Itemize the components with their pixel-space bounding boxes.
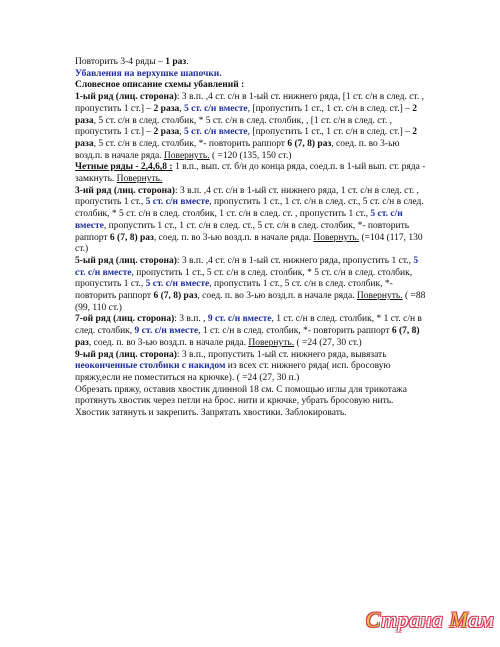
row-1-paragraph xyxy=(75,92,427,162)
row-1-count: 2 раза xyxy=(153,127,180,138)
row-3-text: : 3 в.п. ,4 ст. с/н в 1-ый ст. нижнего ряда, 1 ст. с/н в след. ст. , пропустить 1 ст., xyxy=(75,185,419,208)
row-7-text: , соед. п. во 3-ью возд.п. в начале ряда. xyxy=(88,337,249,348)
row-7-paragraph xyxy=(75,314,427,349)
row-3-title: 3-ий ряд (лиц. сторона) xyxy=(75,185,175,196)
row-1-turn: Повернуть. xyxy=(163,150,210,161)
row-1-text: , xyxy=(179,103,185,114)
watermark-text: трана xyxy=(381,607,450,632)
repeat-line xyxy=(75,57,427,69)
row-5-highlight: 5 ст. с/н вместе xyxy=(75,255,419,278)
row-1-count: 2 раза xyxy=(75,103,417,126)
row-5-text: , пропустить 1 ст., 5 ст. с/н в след. столбик, *- повторить раппорт xyxy=(75,279,393,302)
row-3-text: , соед. п. во 3-ью возд.п. в начале ряда. xyxy=(153,232,314,243)
row-5-turn: Повернуть. xyxy=(356,291,403,302)
row-1-highlight: 5 ст. с/н вместе xyxy=(184,127,248,138)
row-3-total: (=104 (117, 130 ст.) xyxy=(75,232,423,255)
row-9-text: из всех ст. нижнего ряда( исп. бросовую пряжу,если не поместиться на крючке). ( =24 (27, 30 п.) xyxy=(75,361,391,383)
row-7-highlight: 9 ст. с/н вместе xyxy=(207,314,272,325)
repeat-text: Повторить 3-4 ряды – xyxy=(75,57,166,67)
closing-paragraph: Обрезать пряжу, оставив хвостик длинной 18 см. С помощью иглы для трикотажа протянуть хвостик через петли на брос. нити и крючке, убрать бросовую нить. Хвостик затянуть и закрепить. Запрятать хвостики. Заблокировать. xyxy=(75,384,407,419)
row-5-paragraph xyxy=(75,256,427,315)
row-7-turn: Повернуть. xyxy=(248,337,295,348)
watermark-logo xyxy=(366,607,494,633)
document-body xyxy=(75,57,427,420)
row-3-text: , пропустить 1 ст., 1 ст. с/н в след. ст., 5 ст. с/н в след. столбик, *- повторить раппорт xyxy=(75,220,410,243)
row-7-title: 7-ой ряд (лиц. сторона) xyxy=(75,314,175,325)
row-7-text: : 3 в.п. , xyxy=(174,314,208,325)
watermark-text: ам xyxy=(467,607,494,632)
row-5-text: , пропустить 1 ст., 5 ст. с/н в след. столбик, * 5 ст. с/н в след. столбик, пропустить 1 ст., xyxy=(75,267,413,290)
row-1-text: , 5 ст. с/н в след. столбик, * 5 ст. с/н в след. столбик, , [1 ст. с/н в след. ст. , пропустить 1 ст.] – xyxy=(75,115,392,138)
repeat-suffix: . xyxy=(186,57,189,67)
row-1-count: 2 раза xyxy=(75,127,417,149)
row-9-highlight: неоконченные столбики с накидом xyxy=(75,361,226,372)
row-7-highlight: 9 ст. с/н вместе xyxy=(134,326,199,337)
row-1-text: : 3 в.п. ,4 ст. с/н в 1-ый ст. нижнего ряда, [1 ст. с/н в след. ст. , пропустить 1 ст.] – xyxy=(75,92,424,114)
even-rows-title: Четные ряды - 2,4,6,8 : xyxy=(75,162,173,173)
row-3-highlight: 5 ст. с/н вместе xyxy=(75,209,403,231)
row-7-total: ( =24 (27, 30 ст.) xyxy=(294,337,362,348)
row-7-text: , 1 ст. с/н в след. столбик, *- повторить раппорт xyxy=(198,326,392,337)
subtitle: Словесное описание схемы убавлений : xyxy=(75,80,245,91)
watermark-initial: С xyxy=(365,607,382,632)
repeat-count: 1 раз xyxy=(165,57,187,67)
section-title: Убавления на верхушке шапочки. xyxy=(75,68,222,79)
row-1-count: 2 раза xyxy=(153,103,180,114)
row-1-total: ( =120 (135, 150 ст.) xyxy=(209,150,292,161)
row-1-text: , [пропустить 1 ст., 1 ст. с/н в след. ст.] – xyxy=(247,127,413,138)
row-5-repeat: 6 (7, 8) раз xyxy=(153,291,198,302)
row-1-highlight: 5 ст. с/н вместе xyxy=(184,103,248,114)
row-3-repeat: 6 (7, 8) раз xyxy=(109,232,154,243)
row-1-text: , соед. п. во 3-ью возд.п. в начале ряда. xyxy=(75,138,400,161)
row-7-repeat: 6 (7, 8) раз xyxy=(75,326,420,348)
row-7-text: , 1 ст. с/н в след. столбик, * 1 ст. с/н в след. столбик, xyxy=(75,314,422,337)
row-3-paragraph xyxy=(75,186,427,256)
row-5-text: , соед. п. во 3-ью возд.п. в начале ряда. xyxy=(197,291,357,302)
row-1-text: , [пропустить 1 ст., 1 ст. с/н в след. ст.] – xyxy=(247,103,413,114)
row-5-total: ( =88 (99, 110 ст.) xyxy=(75,291,426,313)
even-rows-paragraph xyxy=(75,162,427,185)
row-9-paragraph xyxy=(75,350,427,385)
row-9-title: 9-ый ряд (лиц. сторона) xyxy=(75,349,177,360)
even-rows-turn: Повернуть. xyxy=(116,174,163,185)
even-rows-text: 1 в.п., вып. ст. б/н до конца ряда, соед.п. в 1-ый вып. ст. ряда - замкнуть. xyxy=(75,162,426,185)
row-5-highlight: 5 ст. с/н вместе xyxy=(145,279,210,290)
watermark-initial: М xyxy=(449,607,468,632)
row-5-text: : 3 в.п. ,4 ст. с/н в 1-ый ст. нижнего ряда, пропустить 1 ст., xyxy=(176,255,414,266)
row-3-highlight: 5 ст. с/н вместе xyxy=(145,197,210,208)
row-1-text: , 5 ст. с/н в след. столбик, *- повторить раппорт xyxy=(93,138,288,149)
row-5-title: 5-ый ряд (лиц. сторона) xyxy=(75,255,177,266)
row-1-repeat: 6 (7, 8) раз xyxy=(287,138,332,149)
row-3-turn: Повернуть. xyxy=(313,232,360,243)
row-9-text: : 3 в.п., пропустить 1-ый ст. нижнего ряда, вывязать xyxy=(176,349,387,360)
row-1-title: 1-ый ряд (лиц. сторона) xyxy=(75,92,177,103)
row-1-text: , xyxy=(179,127,185,138)
row-3-text: , пропустить 1 ст., 1 ст. с/н в след. ст., 5 ст. с/н в след. столбик, * 5 ст. с/н в след. столбик, 1 ст. с/н в след. ст. , пропустить 1 ст., xyxy=(75,197,424,220)
